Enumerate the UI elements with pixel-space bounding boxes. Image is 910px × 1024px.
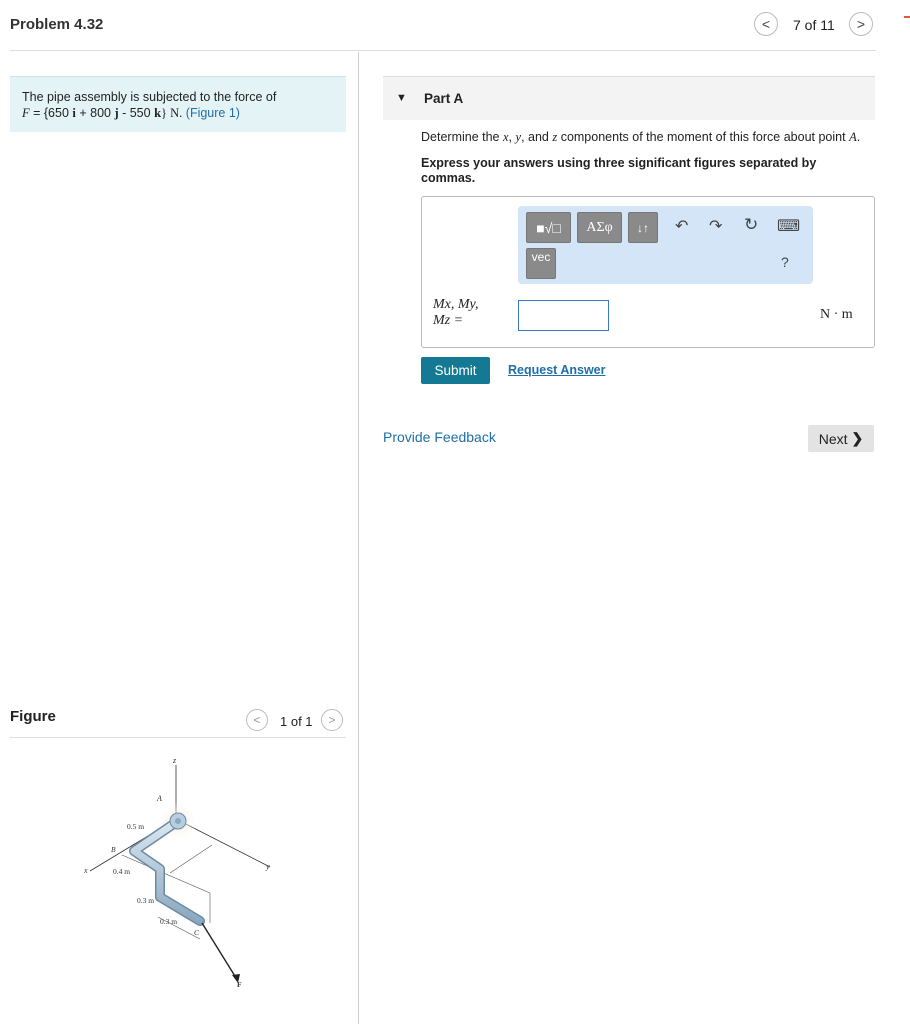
force-part: } N. — [161, 106, 183, 120]
chevron-left-icon: < — [253, 713, 261, 727]
moment-answer-input[interactable] — [518, 300, 609, 331]
pipe-assembly-figure — [60, 745, 350, 995]
sqrt-template-icon: ■√□ — [536, 219, 561, 236]
chevron-right-icon: ❯ — [851, 430, 864, 446]
reset-icon[interactable]: ↻ — [744, 215, 759, 234]
figure-counter: 1 of 1 — [280, 714, 313, 729]
label-dim-04: 0.4 m — [113, 867, 131, 876]
symbols-button[interactable] — [577, 212, 622, 243]
text-part: . — [856, 130, 861, 144]
up-down-arrows-icon: ↓↑ — [637, 220, 649, 235]
force-part: - 550 — [118, 106, 155, 120]
unit-i: i — [72, 106, 76, 120]
text-part: components of the moment of this force about point — [557, 130, 850, 144]
label-y: y — [266, 862, 270, 871]
request-answer-link[interactable]: Request Answer — [508, 363, 606, 377]
redo-icon[interactable]: ↷ — [709, 218, 723, 235]
force-arrow — [202, 923, 238, 981]
label-A: A — [157, 794, 162, 803]
prev-problem-button[interactable] — [754, 12, 778, 36]
unit-label: N · m — [820, 307, 853, 322]
answer-label-line2: Mz = — [433, 313, 464, 328]
provide-feedback-link[interactable]: Provide Feedback — [383, 429, 496, 445]
label-dim-03b: 0.3 m — [160, 917, 178, 926]
problem-counter: 7 of 11 — [793, 17, 835, 33]
column-divider — [358, 52, 359, 1024]
part-title: Part A — [424, 91, 464, 106]
chevron-right-icon: > — [856, 16, 866, 32]
label-z: z — [173, 756, 177, 765]
chevron-right-icon: > — [328, 713, 336, 727]
problem-title: Problem 4.32 — [10, 16, 104, 33]
label-C: C — [194, 928, 200, 937]
answer-label — [433, 297, 478, 329]
unit-j: j — [114, 106, 119, 120]
label-dim-05: 0.5 m — [127, 822, 145, 831]
var-z: z — [552, 130, 558, 144]
collapse-triangle-icon[interactable]: ▼ — [396, 92, 407, 104]
unit-k: k — [154, 106, 162, 120]
next-button[interactable] — [808, 425, 874, 452]
text-part: Determine the — [421, 130, 503, 144]
figure-heading: Figure — [10, 708, 56, 725]
figure-divider — [10, 737, 346, 738]
label-B: B — [111, 845, 116, 854]
help-icon[interactable]: ? — [781, 254, 789, 270]
text-part: , — [508, 130, 516, 144]
next-problem-button[interactable] — [849, 12, 873, 36]
answer-format-instruction: Express your answers using three significant figures separated by commas. — [421, 156, 817, 185]
prev-figure-button[interactable] — [246, 709, 268, 731]
question-text — [421, 130, 881, 145]
label-F: F — [237, 980, 242, 989]
arrows-button[interactable] — [628, 212, 658, 243]
label-dim-03a: 0.3 m — [137, 896, 155, 905]
var-A: A — [849, 130, 857, 144]
var-y: y — [515, 130, 522, 144]
next-button-label: Next — [818, 430, 848, 447]
chevron-left-icon: < — [761, 16, 771, 32]
force-part: + 800 — [75, 106, 115, 120]
force-symbol: F — [22, 106, 30, 120]
problem-statement — [10, 76, 346, 132]
text-part: , and — [521, 130, 553, 144]
figure-link[interactable]: (Figure 1) — [185, 106, 240, 120]
keyboard-icon[interactable]: ⌨ — [777, 218, 801, 235]
next-figure-button[interactable] — [321, 709, 343, 731]
header-divider — [10, 50, 876, 51]
vec-button[interactable] — [526, 248, 556, 279]
problem-text: The pipe assembly is subjected to the force of — [22, 90, 277, 104]
force-part: = {650 — [29, 106, 73, 120]
greek-symbols-icon: ΑΣφ — [586, 219, 613, 235]
submit-button[interactable]: Submit — [421, 357, 490, 384]
label-x: x — [84, 866, 88, 875]
answer-label-line1: Mx, My, — [433, 297, 479, 312]
undo-icon[interactable]: ↶ — [675, 218, 689, 235]
templates-button[interactable] — [526, 212, 571, 243]
vector-icon: vec — [531, 250, 551, 264]
edge-marker — [904, 16, 910, 18]
var-x: x — [502, 130, 509, 144]
force-expression — [22, 105, 334, 121]
